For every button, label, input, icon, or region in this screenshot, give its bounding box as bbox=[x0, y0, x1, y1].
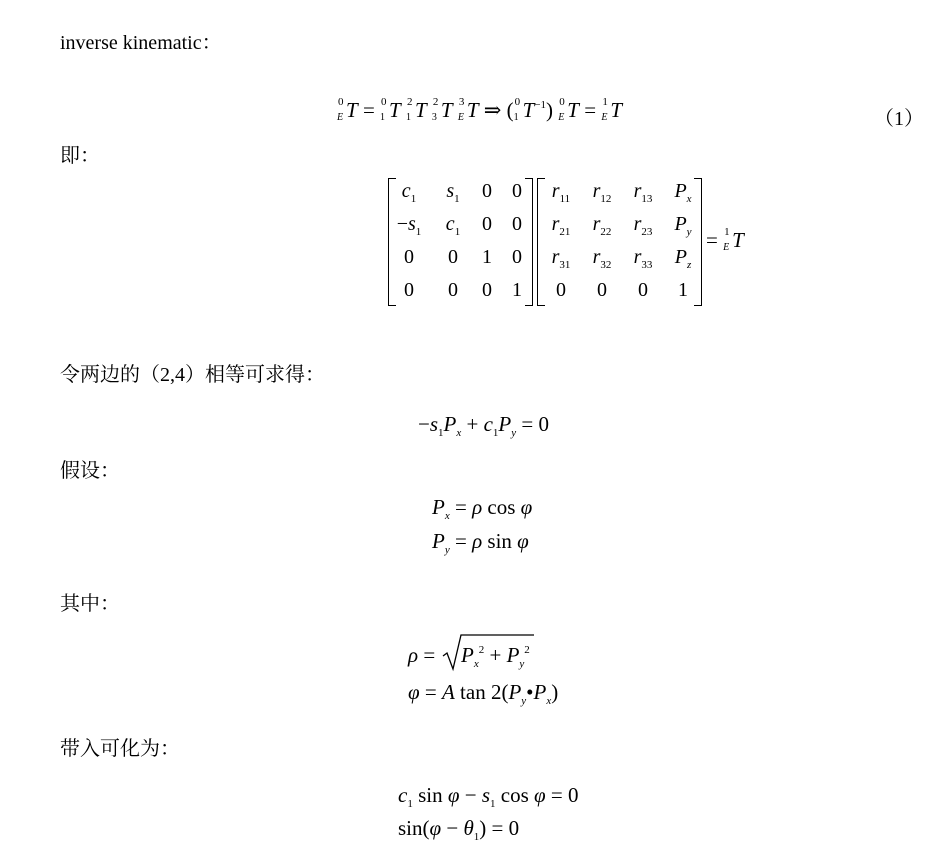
equation-4a: ρ = bbox=[408, 643, 436, 667]
equation-4b: φ = A $\tan 2(P_y•P_x)$ bbox=[408, 680, 559, 707]
line-2-text: 令两边的（2,4）相等可求得： bbox=[60, 364, 325, 386]
equation-tag: （1） bbox=[874, 108, 924, 130]
equation-2: $-s_1P_x + c_1P_y = 0$ bbox=[418, 412, 549, 439]
assume-label: 假设： bbox=[60, 460, 120, 482]
ji-label: 即： bbox=[60, 145, 100, 167]
where-label: 其中： bbox=[60, 593, 120, 615]
equation-3b: $P_y = \rho$ sin φ bbox=[432, 529, 529, 556]
equation-5a: $c_1$ $\sin \varphi - s_1$ cos φ = 0 bbox=[398, 783, 579, 810]
equation-3a: $P_x = \rho$ cos φ bbox=[432, 495, 533, 522]
intro-text: inverse kinematic： bbox=[60, 32, 222, 54]
substitute-label: 带入可化为： bbox=[60, 738, 180, 760]
equation-1: 0 E T = 0 1 T 2 1 T 2 3 T 3 E T ⇒ ( 0 1 $T^{-1}$) 0 E T = 1 E T bbox=[337, 96, 622, 123]
equation-5b: $\sin(\varphi - \theta_1) = 0$ bbox=[398, 816, 520, 843]
